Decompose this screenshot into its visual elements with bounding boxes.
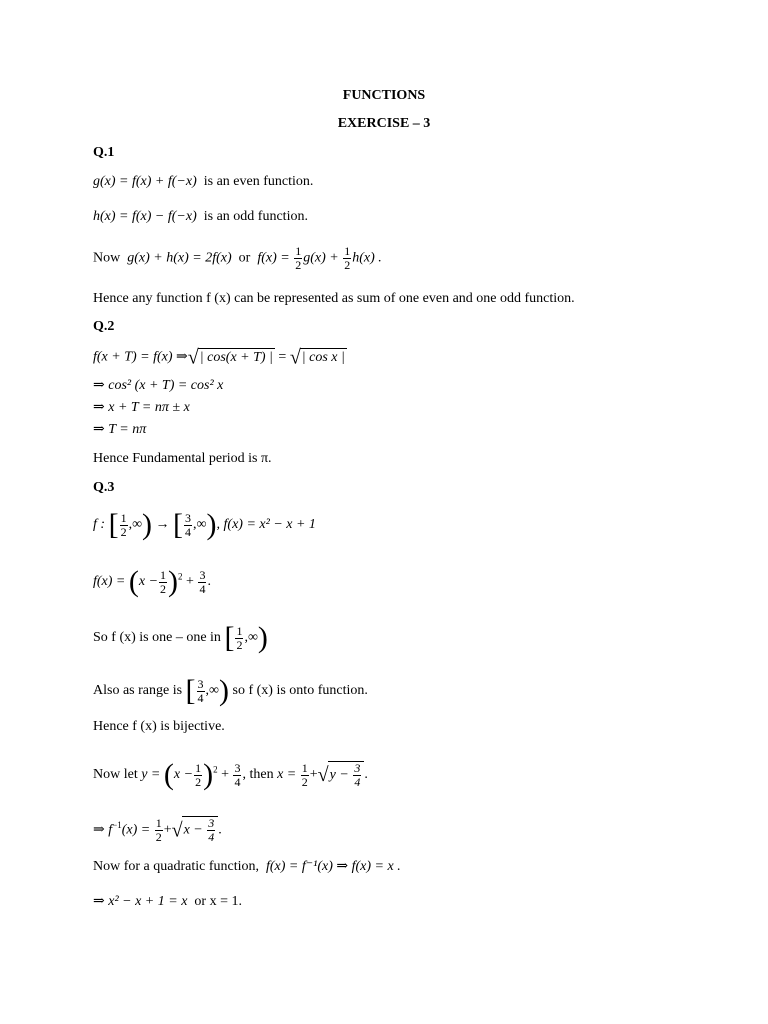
frac-num: 1 — [160, 567, 167, 582]
frac-num: 1 — [155, 815, 162, 830]
frac-den: 2 — [155, 829, 162, 844]
q3-frac-34 — [184, 512, 192, 539]
frac-den: 4 — [199, 581, 206, 596]
frac-den: 2 — [301, 774, 308, 789]
frac-den: 4 — [234, 774, 241, 789]
q3-fx-def: , f(x) = x² − x + 1 — [216, 517, 316, 533]
q3-finv-x: (x) = — [121, 822, 151, 838]
q3-inf: ,∞ — [128, 517, 143, 533]
q3-radical-x — [182, 816, 219, 844]
q3-frac-34-2 — [198, 569, 206, 596]
frac-num: 3 — [185, 510, 192, 525]
q1-line1 — [93, 173, 313, 191]
q1-line2-text: is an odd function. — [203, 209, 308, 224]
q3-line6: Now let y = (x − $\frac{1}{2}$ )$^2$ + $\frac{3}{4}$ , then x = $\frac{1}{2}$ +√y − $\frac{3}{4}$ . — [93, 758, 368, 791]
q3-line5: Hence f (x) is bijective. — [93, 719, 225, 734]
q1-line2 — [93, 208, 308, 226]
frac-den: 2 — [160, 581, 167, 596]
frac-num: 3 — [199, 567, 206, 582]
frac-num: 1 — [344, 244, 351, 258]
q3-frac-half-2 — [159, 569, 167, 596]
q1-or: or — [238, 250, 251, 266]
frac-num: 1 — [120, 510, 127, 525]
q3-fx: f(x) = — [93, 574, 126, 590]
q3-square: 2 — [178, 571, 183, 582]
q3-radical-y — [328, 761, 365, 789]
q3-frac-half-4 — [194, 762, 202, 789]
q3-frac-34-5 — [353, 762, 361, 789]
q1-line3 — [93, 245, 382, 272]
frac-den: 2 — [236, 637, 243, 652]
q3-inf-3: ,∞ — [244, 630, 258, 646]
q2-periodic: f(x + T) = f(x) ⇒ — [93, 349, 188, 365]
q2-line3: ⇒ x + T = nπ ± x — [93, 400, 190, 415]
q1-now: Now — [93, 250, 121, 266]
frac-den: 4 — [185, 524, 192, 539]
q3-line1: f : [ $\frac{1}{2}$ ,∞) → [ $\frac{3}{4}$ ,∞), f(x) = x² − x + 1 — [93, 508, 316, 541]
q1-line1-math: g(x) = f(x) + f(−x) — [93, 174, 197, 189]
q3-inf-2: ,∞ — [193, 517, 207, 533]
q3-frac-34-4 — [233, 762, 241, 789]
q1-half-frac-2 — [343, 245, 351, 272]
q3-frac-half-6 — [155, 817, 163, 844]
q2-conclusion: Hence Fundamental period is π. — [93, 451, 272, 466]
q3-line4: Also as range is [ $\frac{3}{4}$ ,∞) so f (x) is onto function. — [93, 674, 368, 707]
q3-x-eq: x = — [277, 767, 297, 783]
q2-label: Q.2 — [93, 319, 115, 334]
q3-range: Also as range is — [93, 683, 183, 699]
q1-conclusion: Hence any function f (x) can be represented as sum of one even and one odd function. — [93, 291, 575, 306]
frac-num: 1 — [301, 760, 308, 775]
q3-one-one: So f (x) is one – one in — [93, 630, 221, 646]
q3-plus-2: + — [221, 767, 229, 783]
q3-x-minus-2: x − — [173, 767, 194, 783]
q2-line4: ⇒ T = nπ — [93, 422, 147, 437]
frac-num: 3 — [197, 676, 204, 691]
q3-final-math: ⇒ x² − x + 1 = x — [93, 894, 188, 909]
q3-period: . — [207, 574, 211, 590]
frac-den: 2 — [195, 774, 202, 789]
q3-quadratic-text: Now for a quadratic function, — [93, 859, 259, 874]
q3-plus: + — [186, 574, 194, 590]
frac-den: 4 — [208, 830, 215, 845]
q3-frac-half-3 — [235, 625, 243, 652]
exercise-subtitle: EXERCISE – 3 — [337, 116, 431, 131]
q2-line2: ⇒ cos² (x + T) = cos² x — [93, 378, 224, 393]
q2-line1: f(x + T) = f(x) ⇒√| cos(x + T) | = √| cos x | — [93, 346, 345, 369]
q1-sum-math: g(x) + h(x) = 2f(x) — [127, 250, 232, 266]
q3-line2: f(x) = (x − $\frac{1}{2}$ )$^2$ + $\frac{3}{4}$ . — [93, 565, 211, 598]
q3-frac-half-5 — [301, 762, 309, 789]
q1-label: Q.1 — [93, 145, 115, 160]
q3-x-minus: x − — [138, 574, 159, 590]
frac-den: 4 — [197, 690, 204, 705]
q3-then: , then — [242, 767, 274, 783]
q3-final-text: or x = 1. — [194, 894, 242, 909]
page-title: FUNCTIONS — [342, 88, 426, 103]
radicand: x − — [183, 823, 203, 839]
q3-inf-4: ,∞ — [205, 683, 220, 699]
q3-line9 — [93, 893, 242, 911]
frac-num: 3 — [234, 760, 241, 775]
q3-y: y = — [141, 767, 161, 783]
frac-num: 1 — [295, 244, 302, 258]
radicand: y − — [329, 767, 349, 783]
q3-frac-34-3 — [197, 678, 205, 705]
q1-line1-text: is an even function. — [203, 174, 314, 189]
q3-arrow: → — [155, 517, 170, 533]
q3-onto: so f (x) is onto function. — [232, 683, 368, 699]
frac-num: 3 — [354, 761, 361, 775]
frac-num: 3 — [208, 816, 215, 831]
q2-radical-1: | cos(x + T) | — [199, 350, 273, 365]
q3-line3: So f (x) is one – one in [ $\frac{1}{2}$ ,∞) — [93, 621, 268, 654]
frac-num: 1 — [195, 760, 202, 775]
q3-line7: ⇒ $f^{-1}(x)$ = $\frac{1}{2}$ +√x − $\frac{3}{4}$ . — [93, 815, 222, 845]
q2-radical-2: | cos x | — [301, 350, 345, 365]
q3-finv: ⇒ f — [93, 822, 113, 838]
q1-g: g(x) + — [303, 250, 339, 266]
frac-den: 2 — [120, 524, 127, 539]
frac-den: 2 — [295, 258, 302, 272]
q3-now-let: Now let — [93, 767, 138, 783]
frac-den: 2 — [344, 258, 351, 272]
q3-label: Q.3 — [93, 480, 115, 495]
q3-line8 — [93, 858, 401, 876]
q3-frac-34-6 — [207, 817, 215, 844]
q1-half-frac-1 — [294, 245, 302, 272]
q3-frac-half — [120, 512, 128, 539]
frac-den: 4 — [354, 775, 361, 789]
q2-equals: = — [278, 349, 287, 365]
q3-f: f : — [93, 517, 106, 533]
frac-num: 1 — [236, 623, 243, 638]
q3-inverse-sup: −1 — [112, 820, 122, 830]
q1-h: h(x) . — [352, 250, 382, 266]
q1-line2-math: h(x) = f(x) − f(−x) — [93, 209, 197, 224]
q1-fx: f(x) = — [257, 250, 290, 266]
q3-quadratic-math: f(x) = f⁻¹(x) ⇒ f(x) = x . — [266, 859, 401, 874]
q3-square-2: 2 — [213, 764, 218, 775]
